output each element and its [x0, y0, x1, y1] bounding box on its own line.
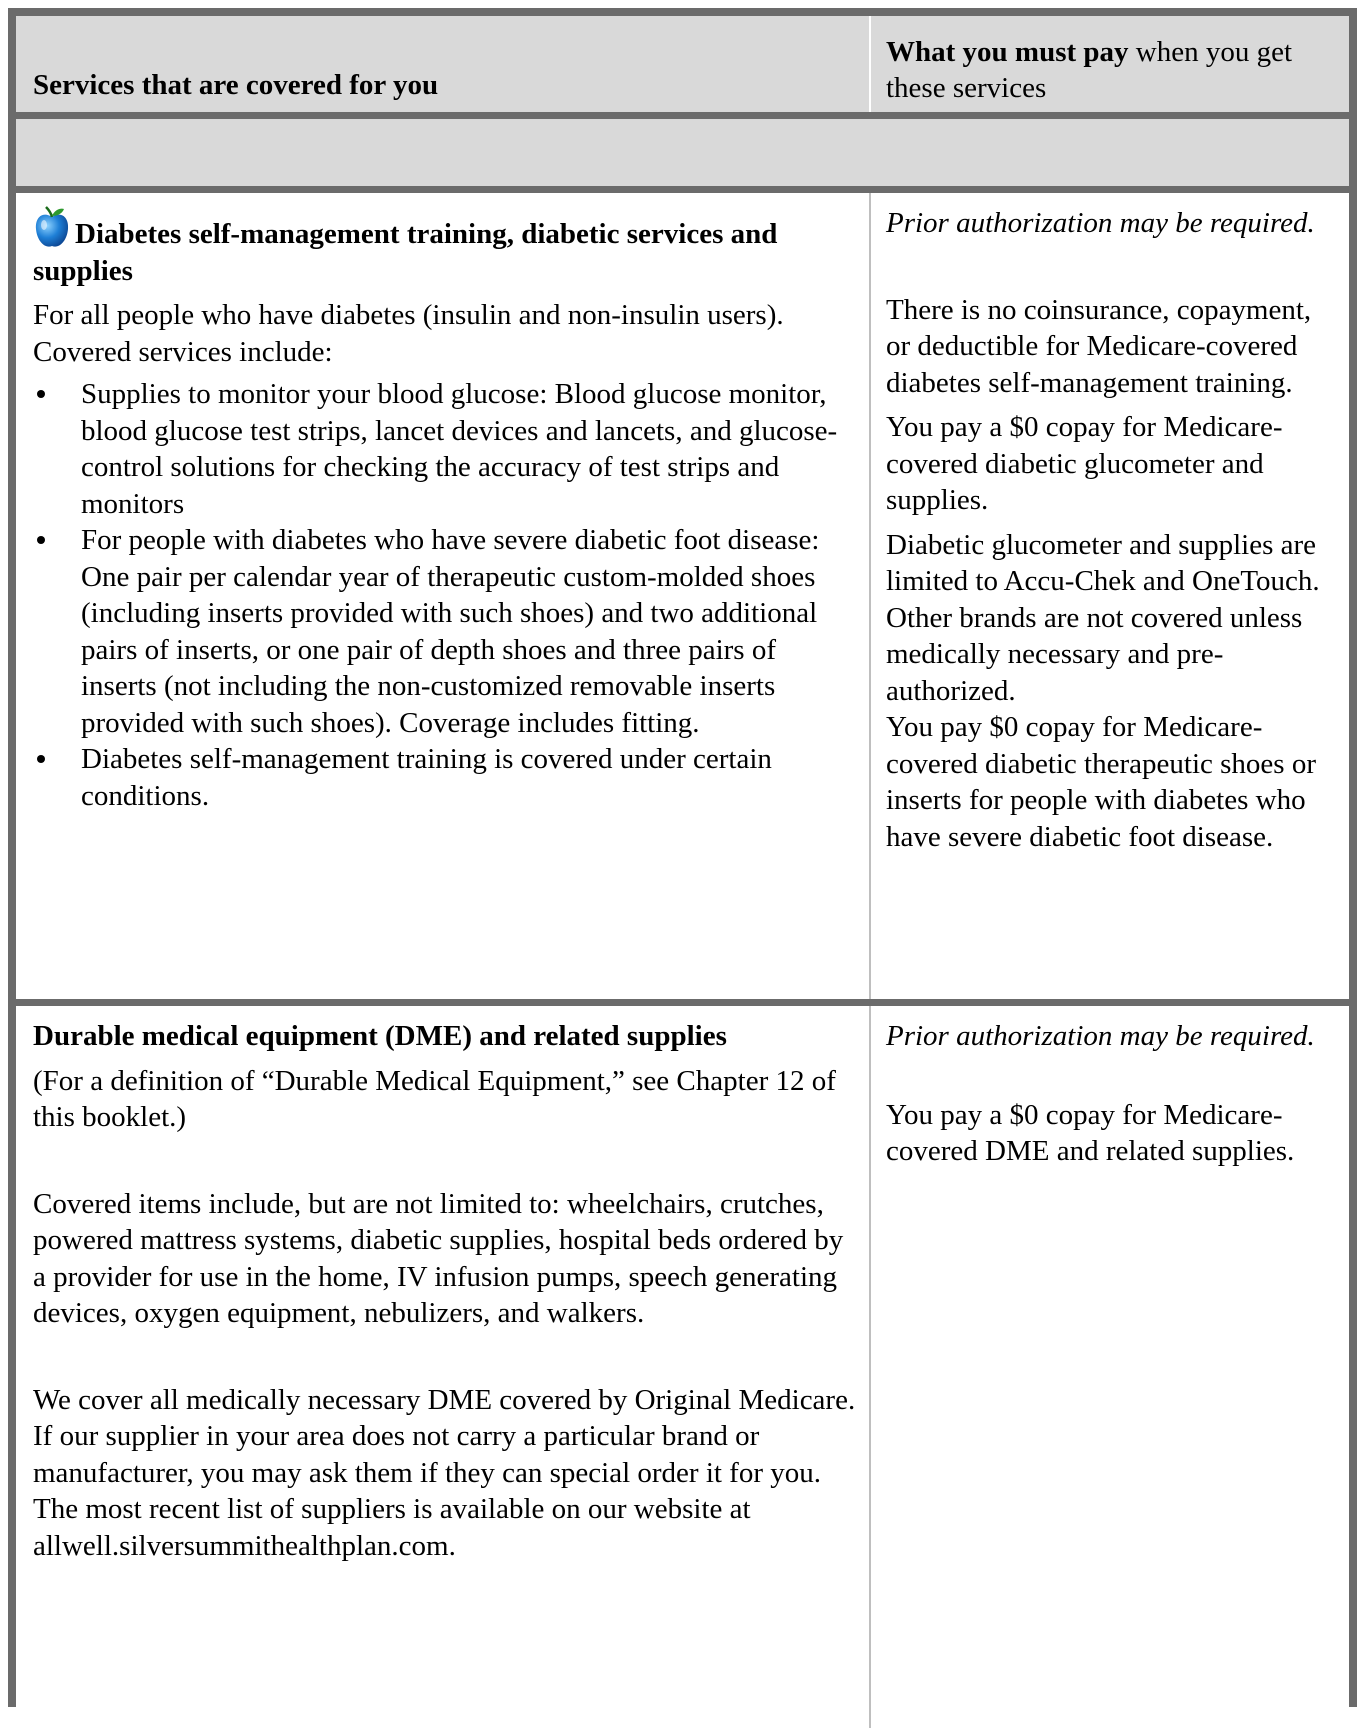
- pay-cell: [871, 193, 1349, 999]
- bullet-text: Supplies to monitor your blood glucose: Blood glucose monitor, blood glucose test strips, lancet devices and lancets, and glucose-control solutions for checking the accuracy of test strips and monitors: [81, 378, 838, 520]
- header-services-column: Services that are covered for you: [16, 16, 871, 112]
- pay-text: You pay a $0 copay for Medicare-covered diabetic glucometer and supplies.: [886, 411, 1283, 516]
- service-cell: [16, 193, 871, 999]
- apple-icon: [33, 205, 71, 249]
- pay-text: Diabetic glucometer and supplies are limited to Accu-Chek and OneTouch. Other brands are not covered unless medically necessary and pre-authorized.: [886, 528, 1320, 707]
- list-item: [33, 522, 857, 741]
- bullet-dot: [37, 390, 45, 398]
- table-header: [16, 16, 1349, 119]
- service-title: Durable medical equipment (DME) and related supplies: [33, 1020, 727, 1052]
- header-pay-bold: What you must pay: [886, 36, 1129, 68]
- bullet-dot: [37, 755, 45, 763]
- prior-authorization-note: Prior authorization may be required.: [886, 1020, 1315, 1052]
- service-title: [33, 205, 857, 289]
- table-row: [16, 193, 1349, 1006]
- list-item: [33, 741, 857, 814]
- header-pay-rest: when you get these services: [886, 36, 1293, 104]
- service-bullet-list: [33, 376, 857, 814]
- service-title-text: Diabetes self-management training, diabetic services and supplies: [33, 218, 778, 287]
- service-paragraph: Covered items include, but are not limited to: wheelchairs, crutches, powered mattress systems, diabetic supplies, hospital beds ordered by a provider for use in the home, IV infusion pumps, speech generating devices, oxygen equipment, nebulizers, and walkers.: [33, 1187, 844, 1329]
- service-cell: [16, 1006, 871, 1728]
- pay-text: There is no coinsurance, copayment, or deductible for Medicare-covered diabetes self-management training.: [886, 293, 1312, 399]
- table-row: [16, 1006, 1349, 1728]
- pay-text: You pay a $0 copay for Medicare-covered DME and related supplies.: [886, 1098, 1295, 1167]
- service-paragraph: (For a definition of “Durable Medical Equipment,” see Chapter 12 of this booklet.): [33, 1064, 836, 1133]
- list-item: [33, 376, 857, 522]
- benefits-table: [8, 8, 1357, 1707]
- blank-row: [16, 119, 1349, 193]
- pay-text: You pay $0 copay for Medicare-covered diabetic therapeutic shoes or inserts for people with diabetes who have severe diabetic foot disease.: [886, 711, 1316, 853]
- bullet-text: For people with diabetes who have severe diabetic foot disease: One pair per calendar year of therapeutic custom-molded shoes (including inserts provided with such shoes) and two additional pairs of inserts, or one pair of depth shoes and three pairs of inserts (not including the non-customized removable inserts provided with such shoes). Coverage includes fitting.: [81, 524, 820, 739]
- service-intro: For all people who have diabetes (insulin and non-insulin users). Covered services include:: [33, 299, 784, 368]
- bullet-text: Diabetes self-management training is covered under certain conditions.: [81, 743, 772, 812]
- prior-authorization-note: Prior authorization may be required.: [886, 207, 1315, 239]
- bullet-dot: [37, 536, 45, 544]
- header-pay-column: [871, 16, 1349, 112]
- service-paragraph: We cover all medically necessary DME covered by Original Medicare. If our supplier in your area does not carry a particular brand or manufacturer, you may ask them if they can special order it for you. The most recent list of suppliers is available on our website at allwell.silversummithealthplan.com.: [33, 1383, 856, 1562]
- pay-cell: [871, 1006, 1349, 1728]
